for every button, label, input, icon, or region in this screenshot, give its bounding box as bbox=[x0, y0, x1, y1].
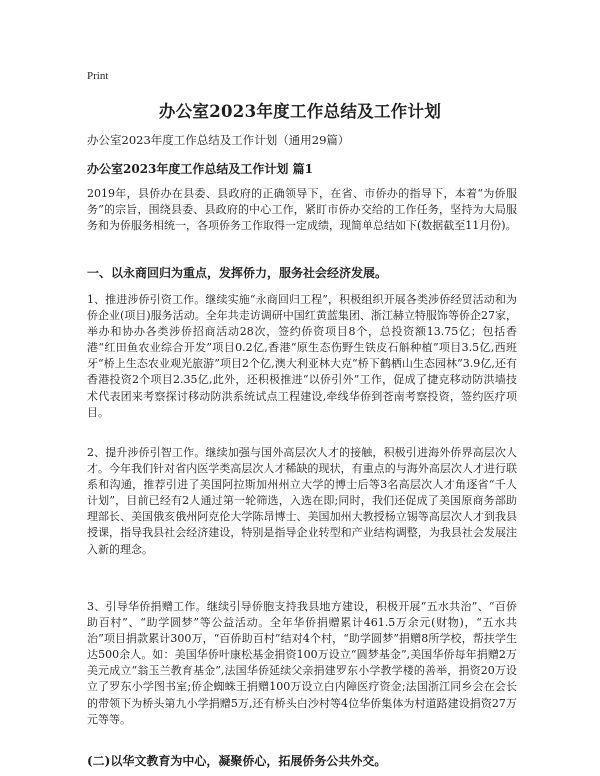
paragraph-talent: 2、提升涉侨引智工作。继续加强与国外高层次人才的接触，积极引进海外侨界高层次人才。今年我们针对省内医学类高层次人才稀缺的现状，有重点的与海外高层次人才进行联系和沟通，推荐引进了美国阿拉斯加州州立大学的博士后等3名高层次人才角逐省“千人计划”，目前已经有2人通过第一轮筛选，入选在即;同时，我们还促成了美国原商务部助理部长、美国俄亥俄州阿克伦大学陈昂博士、美国加州大教授杨立锡等高层次人才到我县授课，指导我县社会经济建设，特别是指导企业转型和产业结构调整，为我县社会发展注入新的理念。 bbox=[87, 446, 517, 556]
paragraph-donation: 3、引导华侨捐赠工作。继续引导侨胞支持我县地方建设，积极开展“五水共治”、“百侨助百村”、“助学圆梦”等公益活动。全年华侨捐赠累计461.5万余元(财物)，“五水共治”项目捐款累计300万，“百侨助百村”结对4个村，“助学圆梦”捐赠8所学校，帮扶学生达500余人。如：美国华侨叶康松基金捐资100万设立“圆梦基金”,美国华侨每年捐赠2万美元成立“翁玉兰教育基金”,法国华侨延续父亲捐建罗东小学教学楼的善举，捐资20万设立了罗东小学图书室;侨企蜘蛛王捐赠100万设立白内障医疗资金;法国浙江同乡会在会长的带领下为桥头第九小学捐赠5万,还有桥头白沙村等4位华侨集体为村道路建设捐资27万元等等。 bbox=[87, 600, 517, 726]
section-title: 办公室2023年度工作总结及工作计划 篇1 bbox=[87, 162, 313, 176]
print-link[interactable]: Print bbox=[87, 70, 109, 82]
paragraph-investment: 1、推进涉侨引资工作。继续实施“永商回归工程”，积极组织开展各类涉侨经贸活动和为侨企业(项目)服务活动。全年共走访调研中国红黄蓝集团、浙江赫立特服饰等侨企27家，举办和协办各类涉侨招商活动28次，签约侨资项目8个，总投资额13.75亿；包括香港“红田鱼农业综合开发”项目0.2亿,香港“原生态伤野生铁皮石斛种植”项目3.5亿,西班牙“桥上生态农业观光旅游”项目2个亿,澳大利亚林大克“桥下鹤栖山生态园林”3.9亿,还有香港投资2个项目2.35亿,此外，还积极推进“以侨引外”工作，促成了捷克移动防洪墙技术代表团来考察探讨移动防洪系统试点工程建设,牵线华侨到苍南考察投资，签约医疗项目。 bbox=[87, 293, 517, 419]
intro-paragraph: 2019年，县侨办在县委、县政府的正确领导下，在省、市侨办的指导下，本着“为侨服务”的宗旨，围绕县委、县政府的中心工作，紧盯市侨办交给的工作任务，坚持为大局服务和为侨服务相统一，各项侨务工作取得一定成绩，现简单总结如下(数据截至11月份)。 bbox=[87, 187, 517, 233]
heading-two: (二)以华文教育为中心，凝聚侨心，拓展侨务公共外交。 bbox=[87, 754, 387, 768]
heading-one: 一、以永商回归为重点，发挥侨力，服务社会经济发展。 bbox=[87, 266, 388, 280]
document-subtitle: 办公室2023年度工作总结及工作计划（通用29篇） bbox=[87, 133, 350, 147]
page-title: 办公室2023年度工作总结及工作计划 bbox=[158, 102, 442, 121]
